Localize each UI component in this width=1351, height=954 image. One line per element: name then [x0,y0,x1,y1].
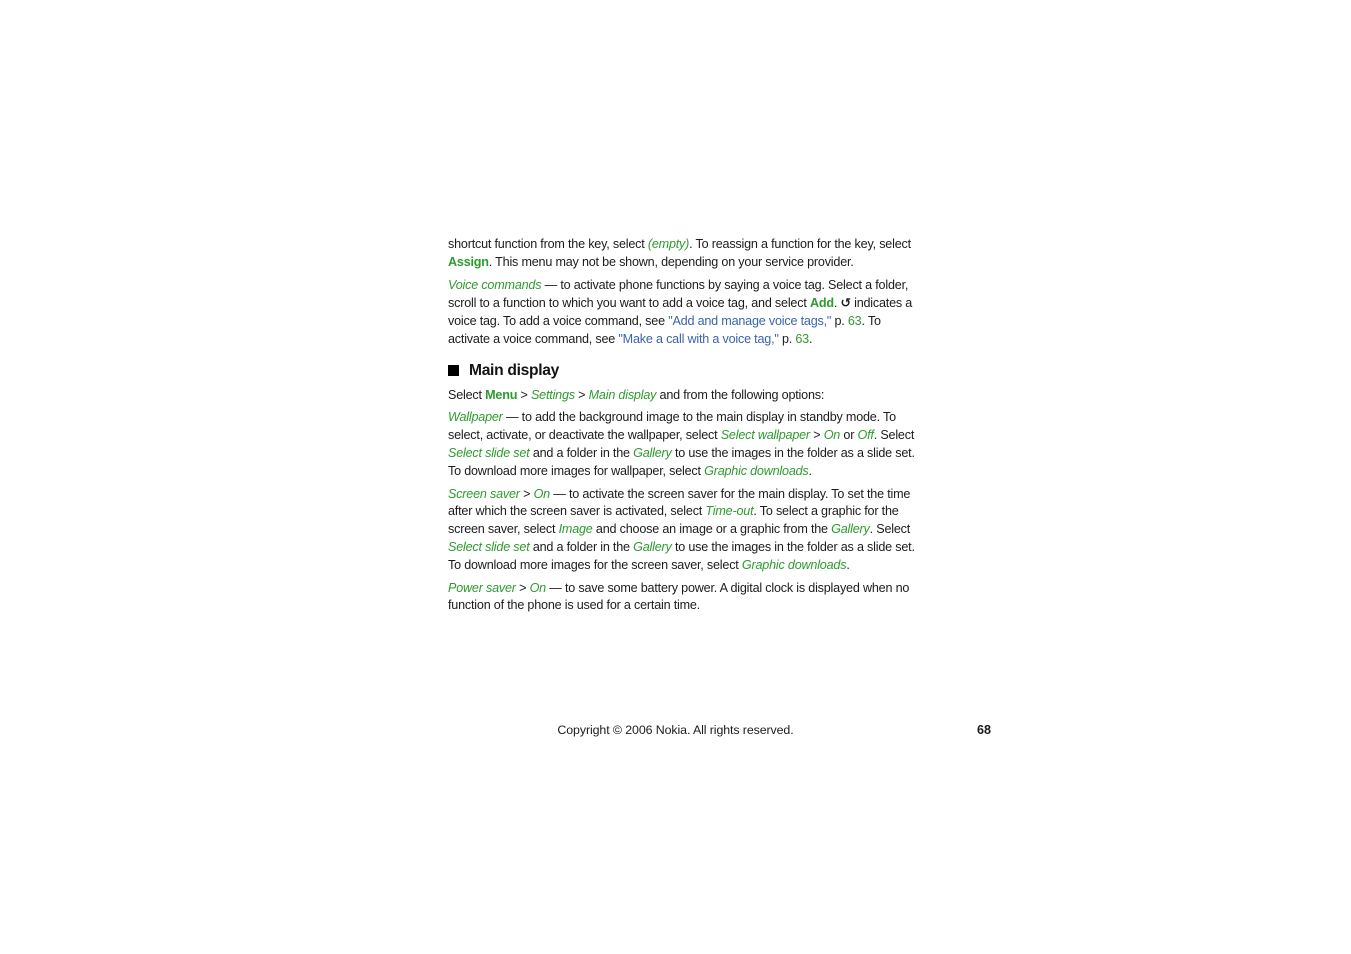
term-gallery: Gallery [633,539,672,554]
text-segment: > [809,428,824,443]
term-select-slide-set: Select slide set [448,445,530,460]
text-segment: > [519,486,534,501]
text-segment: . Select [873,428,915,443]
text-segment: . To activate a voice command, see [448,314,881,346]
term-screen-saver: Screen saver [448,486,520,501]
term-off: Off [857,428,874,443]
term-time-out: Time-out [705,504,754,519]
term-power-saver: Power saver [448,580,516,595]
footer-copyright: Copyright © 2006 Nokia. All rights reserved. [557,723,794,737]
text-segment: to use the images in the folder as a slide set. To download more images for wallpaper, select [448,445,915,478]
text-segment: and from the following options: [656,387,825,402]
text-segment: and a folder in the [529,445,634,460]
softkey-add: Add [809,296,834,311]
text-segment: shortcut function from the key, select [448,237,648,251]
term-gallery: Gallery [633,445,672,460]
link-make-a-call-with-a-voice-tag[interactable]: "Make a call with a voice tag," [618,331,779,346]
text-segment: > [515,580,530,595]
text-segment: . To select a graphic for the screen saver, select [448,504,899,537]
section-title: Main display [469,361,559,379]
text-segment: . [808,463,812,478]
term-wallpaper: Wallpaper [448,410,503,425]
link-add-and-manage-voice-tags[interactable]: "Add and manage voice tags," [668,314,832,329]
term-voice-commands: Voice commands [448,277,542,292]
text-segment: . [808,331,813,346]
text-segment: indicates a voice tag. To add a voice command, see [448,296,913,329]
paragraph-wallpaper [448,409,922,480]
softkey-menu: Menu [485,387,518,402]
text-segment: . [846,557,850,572]
text-segment: to use the images in the folder as a slide set. To download more images for the screen saver, select [448,539,915,572]
text-segment: — to save some battery power. A digital clock is displayed when no function of the phone is used for a certain time. [448,580,910,613]
softkey-assign: Assign [448,254,489,269]
text-segment: > [574,387,589,402]
text-segment: or [840,428,858,443]
text-segment: . To reassign a function for the key, select [689,237,911,251]
text-segment: . Select [869,522,911,537]
page-ref-63[interactable]: 63 [795,331,809,346]
paragraph-select-menu [448,387,922,405]
paragraph-voice-commands [448,277,922,349]
text-segment: — to add the background image to the main display in standby mode. To select, activate, or deactivate the wallpaper, select [448,410,896,443]
term-on: On [823,428,841,443]
term-image: Image [558,522,593,537]
text-segment: . [833,296,841,311]
paragraph-screen-saver [448,486,922,575]
text-segment: — to activate phone functions by saying a voice tag. Select a folder, scroll to a function to which you want to add a voice tag, and select [448,277,909,311]
text-segment: and choose an image or a graphic from the [592,522,832,537]
page-body [448,236,922,620]
paragraph-power-saver [448,580,922,616]
page-ref-63[interactable]: 63 [847,314,862,329]
term-graphic-downloads: Graphic downloads [741,557,847,572]
term-empty: (empty) [647,237,690,251]
text-segment: > [517,387,531,402]
term-select-slide-set: Select slide set [448,539,530,554]
section-main-display [448,362,922,380]
paragraph-shortcut-function [448,236,922,272]
text-segment: and a folder in the [529,539,634,554]
term-graphic-downloads: Graphic downloads [704,463,809,478]
text-segment: p. [831,314,848,329]
text-segment: Select [448,387,486,402]
section-bullet-icon [448,365,459,376]
text-segment: . This menu may not be shown, depending on your service provider. [488,254,854,269]
term-on: On [533,486,550,501]
term-gallery: Gallery [831,522,870,537]
voice-tag-icon: ↺ [840,295,851,311]
page-number: 68 [977,723,992,737]
text-segment: — to activate the screen saver for the main display. To set the time after which the screen saver is activated, select [448,486,911,519]
term-on: On [529,580,546,595]
term-settings: Settings [530,387,575,402]
term-main-display: Main display [588,387,657,402]
text-segment: p. [778,331,796,346]
term-select-wallpaper: Select wallpaper [720,428,810,443]
